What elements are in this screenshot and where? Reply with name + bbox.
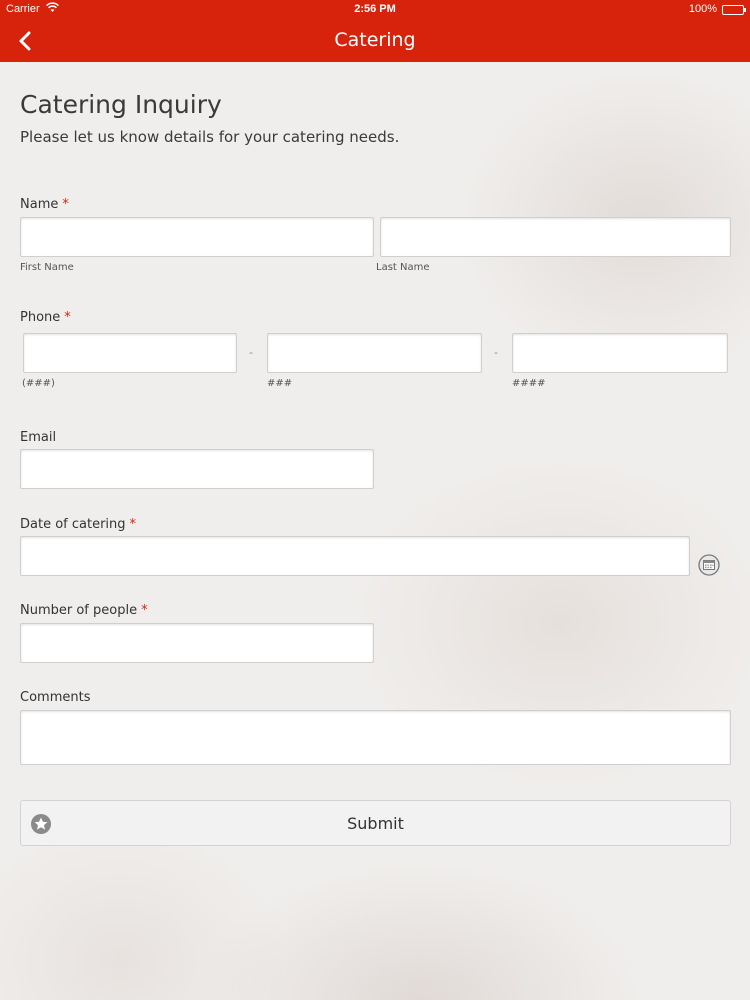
phone-prefix-input[interactable]	[267, 333, 482, 373]
navigation-bar	[0, 20, 750, 62]
phone-separator: -	[494, 346, 498, 359]
last-name-sublabel: Last Name	[376, 262, 430, 273]
phone-area-code-input[interactable]	[23, 333, 237, 373]
number-of-people-label: Number of people *	[20, 603, 148, 618]
carrier-label: Carrier	[6, 3, 40, 15]
required-asterisk: *	[129, 517, 137, 532]
required-asterisk: *	[141, 603, 148, 618]
battery-icon	[722, 5, 744, 15]
submit-label: Submit	[347, 814, 404, 833]
phone-label: Phone *	[20, 310, 71, 325]
required-asterisk: *	[64, 310, 71, 325]
email-label: Email	[20, 430, 57, 445]
phone-area-code-sublabel: (###)	[22, 378, 55, 389]
first-name-input[interactable]	[20, 217, 374, 257]
last-name-input[interactable]	[380, 217, 731, 257]
number-of-people-input[interactable]	[20, 623, 374, 663]
first-name-sublabel: First Name	[20, 262, 74, 273]
calendar-icon[interactable]	[698, 554, 720, 576]
comments-textarea[interactable]	[20, 710, 731, 765]
phone-line-number-sublabel: ####	[512, 378, 546, 389]
submit-button[interactable]	[20, 800, 731, 846]
comments-label: Comments	[20, 690, 91, 705]
form-title: Catering Inquiry	[20, 90, 222, 119]
phone-prefix-sublabel: ###	[267, 378, 293, 389]
status-bar	[0, 0, 750, 20]
name-label: Name *	[20, 197, 69, 212]
required-asterisk: *	[62, 197, 69, 212]
form-subtitle: Please let us know details for your catering needs.	[20, 128, 400, 146]
date-label: Date of catering *	[20, 517, 137, 532]
phone-line-number-input[interactable]	[512, 333, 728, 373]
date-of-catering-input[interactable]	[20, 536, 690, 576]
clock: 2:56 PM	[354, 3, 396, 15]
phone-separator: -	[249, 346, 253, 359]
nav-title: Catering	[334, 29, 416, 51]
email-input[interactable]	[20, 449, 374, 489]
battery-percentage: 100%	[688, 3, 717, 15]
